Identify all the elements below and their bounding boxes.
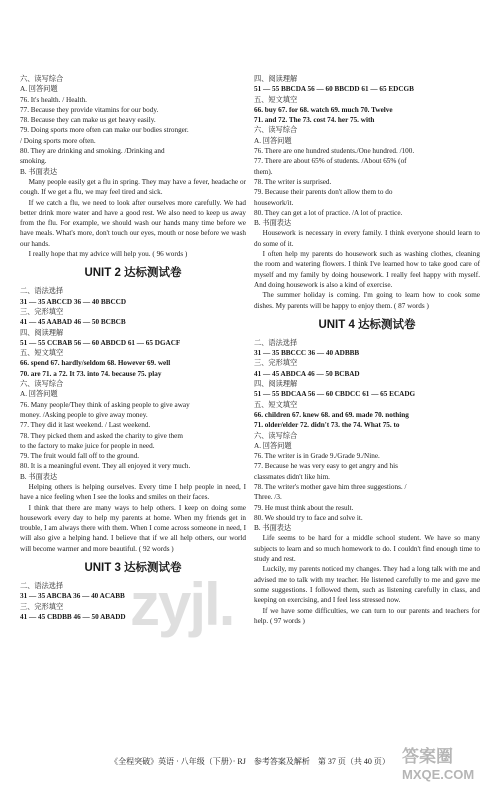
text-line: 五、短文填空 xyxy=(20,349,64,358)
text-line: them). xyxy=(254,167,273,176)
answer-line: 51 — 55 BDCAA 56 — 60 CBDCC 61 — 65 ECADG xyxy=(254,390,416,399)
text-line: 80. It is a meaningful event. They all enjoyed it very much. xyxy=(20,462,191,471)
text-line: 二、语法选择 xyxy=(254,338,298,347)
text-line: A. 回答问题 xyxy=(20,85,58,94)
text-line: 80. We should try to face and solve it. xyxy=(254,513,363,522)
text-line: 78. The writer is surprised. xyxy=(254,177,332,186)
essay-paragraph: Helping others is helping ourselves. Every time I help people in need, I have a nice feeling when I see the looks and smiles on their faces. xyxy=(20,482,246,502)
text-line: 三、完形填空 xyxy=(20,307,64,316)
text-line: money. /Asking people to give away money. xyxy=(20,410,148,419)
answer-line: 66. spend 67. hardly/seldom 68. However 69. well xyxy=(20,359,171,368)
text-line: 二、语法选择 xyxy=(20,582,64,591)
answer-line: 51 — 55 CCBAB 56 — 60 ABDCD 61 — 65 DGACF xyxy=(20,338,181,347)
answer-line: 66. buy 67. for 68. watch 69. much 70. Twelve xyxy=(254,105,393,114)
essay-paragraph: Life seems to be hard for a middle school student. We have so many subjects to learn and so much homework to do. I couldn't find enough time to study and rest. xyxy=(254,534,480,564)
text-line: 77. They did it last weekend. / Last weekend. xyxy=(20,421,151,430)
text-line: 79. Because their parents don't allow them to do xyxy=(254,188,393,197)
answer-line: 71. and 72. The 73. cost 74. her 75. with xyxy=(254,116,375,125)
text-line: smoking. xyxy=(20,157,47,166)
answer-line: 31 — 35 ABCCD 36 — 40 BBCCD xyxy=(20,297,127,306)
text-line: A. 回答问题 xyxy=(20,390,58,399)
text-line: A. 回答问题 xyxy=(254,136,292,145)
text-line: 六、读写综合 xyxy=(254,431,298,440)
text-line: 四、阅读理解 xyxy=(254,380,298,389)
page-footer: 《全程突破》英语 · 八年级（下册）· RJ 参考答案及解析 第 37 页（共 40 页） xyxy=(110,757,390,766)
text-line: 76. Many people/They think of asking people to give away xyxy=(20,400,190,409)
answer-line: 66. children 67. knew 68. and 69. made 70. nothing xyxy=(254,410,409,419)
essay-paragraph: The summer holiday is coming. I'm going to learn how to cook some dishes. My parents will be happy to enjoy them. ( 87 words ) xyxy=(254,291,480,310)
unit-heading: UNIT 3 达标测试卷 xyxy=(84,562,182,575)
text-line: 77. There are about 65% of students. /About 65% (of xyxy=(254,157,407,166)
essay-paragraph: Many people easily get a flu in spring. They may have a fever, headache or cough. If we get a flu, we may feel tired and sick. xyxy=(20,177,246,197)
essay-paragraph: I often help my parents do housework such as washing clothes, cleaning the room and watering flowers. I think I've learned how to take good care of myself and my family by doing housework. I really feel happy with myself. And doing housework is also a kind of exercise. xyxy=(254,250,480,289)
text-line: 六、读写综合 xyxy=(20,75,64,83)
text-line: 六、读写综合 xyxy=(254,126,298,135)
text-line: Three. /3. xyxy=(254,493,282,502)
text-line: 79. He must think about the result. xyxy=(254,503,354,512)
text-line: housework/it. xyxy=(254,198,294,207)
watermark: zyjl. xyxy=(130,571,234,638)
answer-line: 70. are 71. a 72. It 73. into 74. because 75. play xyxy=(20,369,162,378)
text-line: 三、完形填空 xyxy=(254,359,298,368)
text-line: 三、完形填空 xyxy=(20,602,64,611)
logo-bottom-text: MXQE.COM xyxy=(402,767,475,782)
text-line: B. 书面表达 xyxy=(20,472,58,481)
right-column xyxy=(254,74,480,626)
text-line: B. 书面表达 xyxy=(20,167,58,176)
essay-paragraph: Housework is necessary in every family. I think everyone should learn to do some of it. xyxy=(254,229,480,248)
text-line: / Doing sports more often. xyxy=(20,136,96,145)
text-line: 四、阅读理解 xyxy=(20,328,64,337)
essay-paragraph: Luckily, my parents noticed my changes. They had a long talk with me and advised me to talk with my teacher. He listened carefully to me and gave me some suggestions. I followed them, such as listening carefully in class, and keeping on exercising, and I feel less stressed now. xyxy=(254,565,480,605)
text-line: 77. Because he was very easy to get angry and his xyxy=(254,462,398,471)
text-line: B. 书面表达 xyxy=(254,524,292,533)
text-line: B. 书面表达 xyxy=(254,219,292,228)
text-line: 78. They picked them and asked the charity to give them xyxy=(20,431,183,440)
text-line: 76. There are one hundred students./One hundred. /100. xyxy=(254,147,415,156)
text-line: 76. The writer is in Grade 9./Grade 9./Nine. xyxy=(254,452,380,461)
text-line: 79. Doing sports more often can make our bodies stronger. xyxy=(20,126,189,135)
text-line: 五、短文填空 xyxy=(254,400,298,409)
answer-line: 51 — 55 BBCDA 56 — 60 BBCDD 61 — 65 EDCGB xyxy=(254,85,414,94)
answer-line: 31 — 35 ABCBA 36 — 40 ACABB xyxy=(20,592,125,601)
answer-line: 41 — 45 ABDCA 46 — 50 BCBAD xyxy=(254,369,360,378)
text-line: 六、读写综合 xyxy=(20,380,64,389)
essay-paragraph: If we catch a flu, we need to look after ourselves more carefully. We had better drink more water and have a good rest. We also need to keep us away from the flu. For example, we should wash our hands many time before we have meals. What's more, don't touch our eyes, mouth or nose before we wash our hands. xyxy=(20,198,246,248)
unit-heading: UNIT 2 达标测试卷 xyxy=(84,267,182,280)
answer-line: 71. older/elder 72. didn't 73. the 74. What 75. to xyxy=(254,421,400,430)
essay-paragraph: If we have some difficulties, we can turn to our parents and teachers for help. ( 97 words ) xyxy=(254,606,480,625)
answer-line: 41 — 45 AABAD 46 — 50 BCBCB xyxy=(20,318,126,327)
essay-paragraph: I really hope that my advice will help you. ( 96 words ) xyxy=(28,250,188,259)
text-line: 77. Because they provide vitamins for our body. xyxy=(20,105,159,114)
text-line: 78. Because they can make us get heavy easily. xyxy=(20,116,156,125)
text-line: 二、语法选择 xyxy=(20,287,64,296)
text-line: A. 回答问题 xyxy=(254,441,292,450)
text-line: 79. The fruit would fall off to the ground. xyxy=(20,452,140,461)
text-line: 80. They are drinking and smoking. /Drinking and xyxy=(20,147,165,156)
left-column xyxy=(20,74,246,622)
logo-top-text: 答案圈 xyxy=(402,747,453,767)
text-line: to the factory to make juice for people in need. xyxy=(20,441,155,450)
text-line: 五、短文填空 xyxy=(254,95,298,104)
site-logo xyxy=(402,746,488,792)
answer-line: 41 — 45 CBDBB 46 — 50 ABADD xyxy=(20,612,126,621)
text-line: 四、阅读理解 xyxy=(254,75,298,83)
unit-heading: UNIT 4 达标测试卷 xyxy=(318,318,416,331)
essay-paragraph: I think that there are many ways to help others. I keep on doing some housework every day to help my parents at home. When my friends get in trouble, I am always there with them. When I come across someone in need, I will also give a helping hand. I believe that if we all help others, our world will become warmer and more beautiful. ( 92 words ) xyxy=(20,503,246,553)
text-line: 78. The writer's mother gave him three suggestions. / xyxy=(254,482,407,491)
answer-line: 31 — 35 BBCCC 36 — 40 ADBBB xyxy=(254,349,360,358)
text-line: classmates didn't like him. xyxy=(254,472,330,481)
text-line: 76. It's health. / Health. xyxy=(20,95,87,104)
text-line: 80. They can get a lot of practice. /A lot of practice. xyxy=(254,208,403,217)
